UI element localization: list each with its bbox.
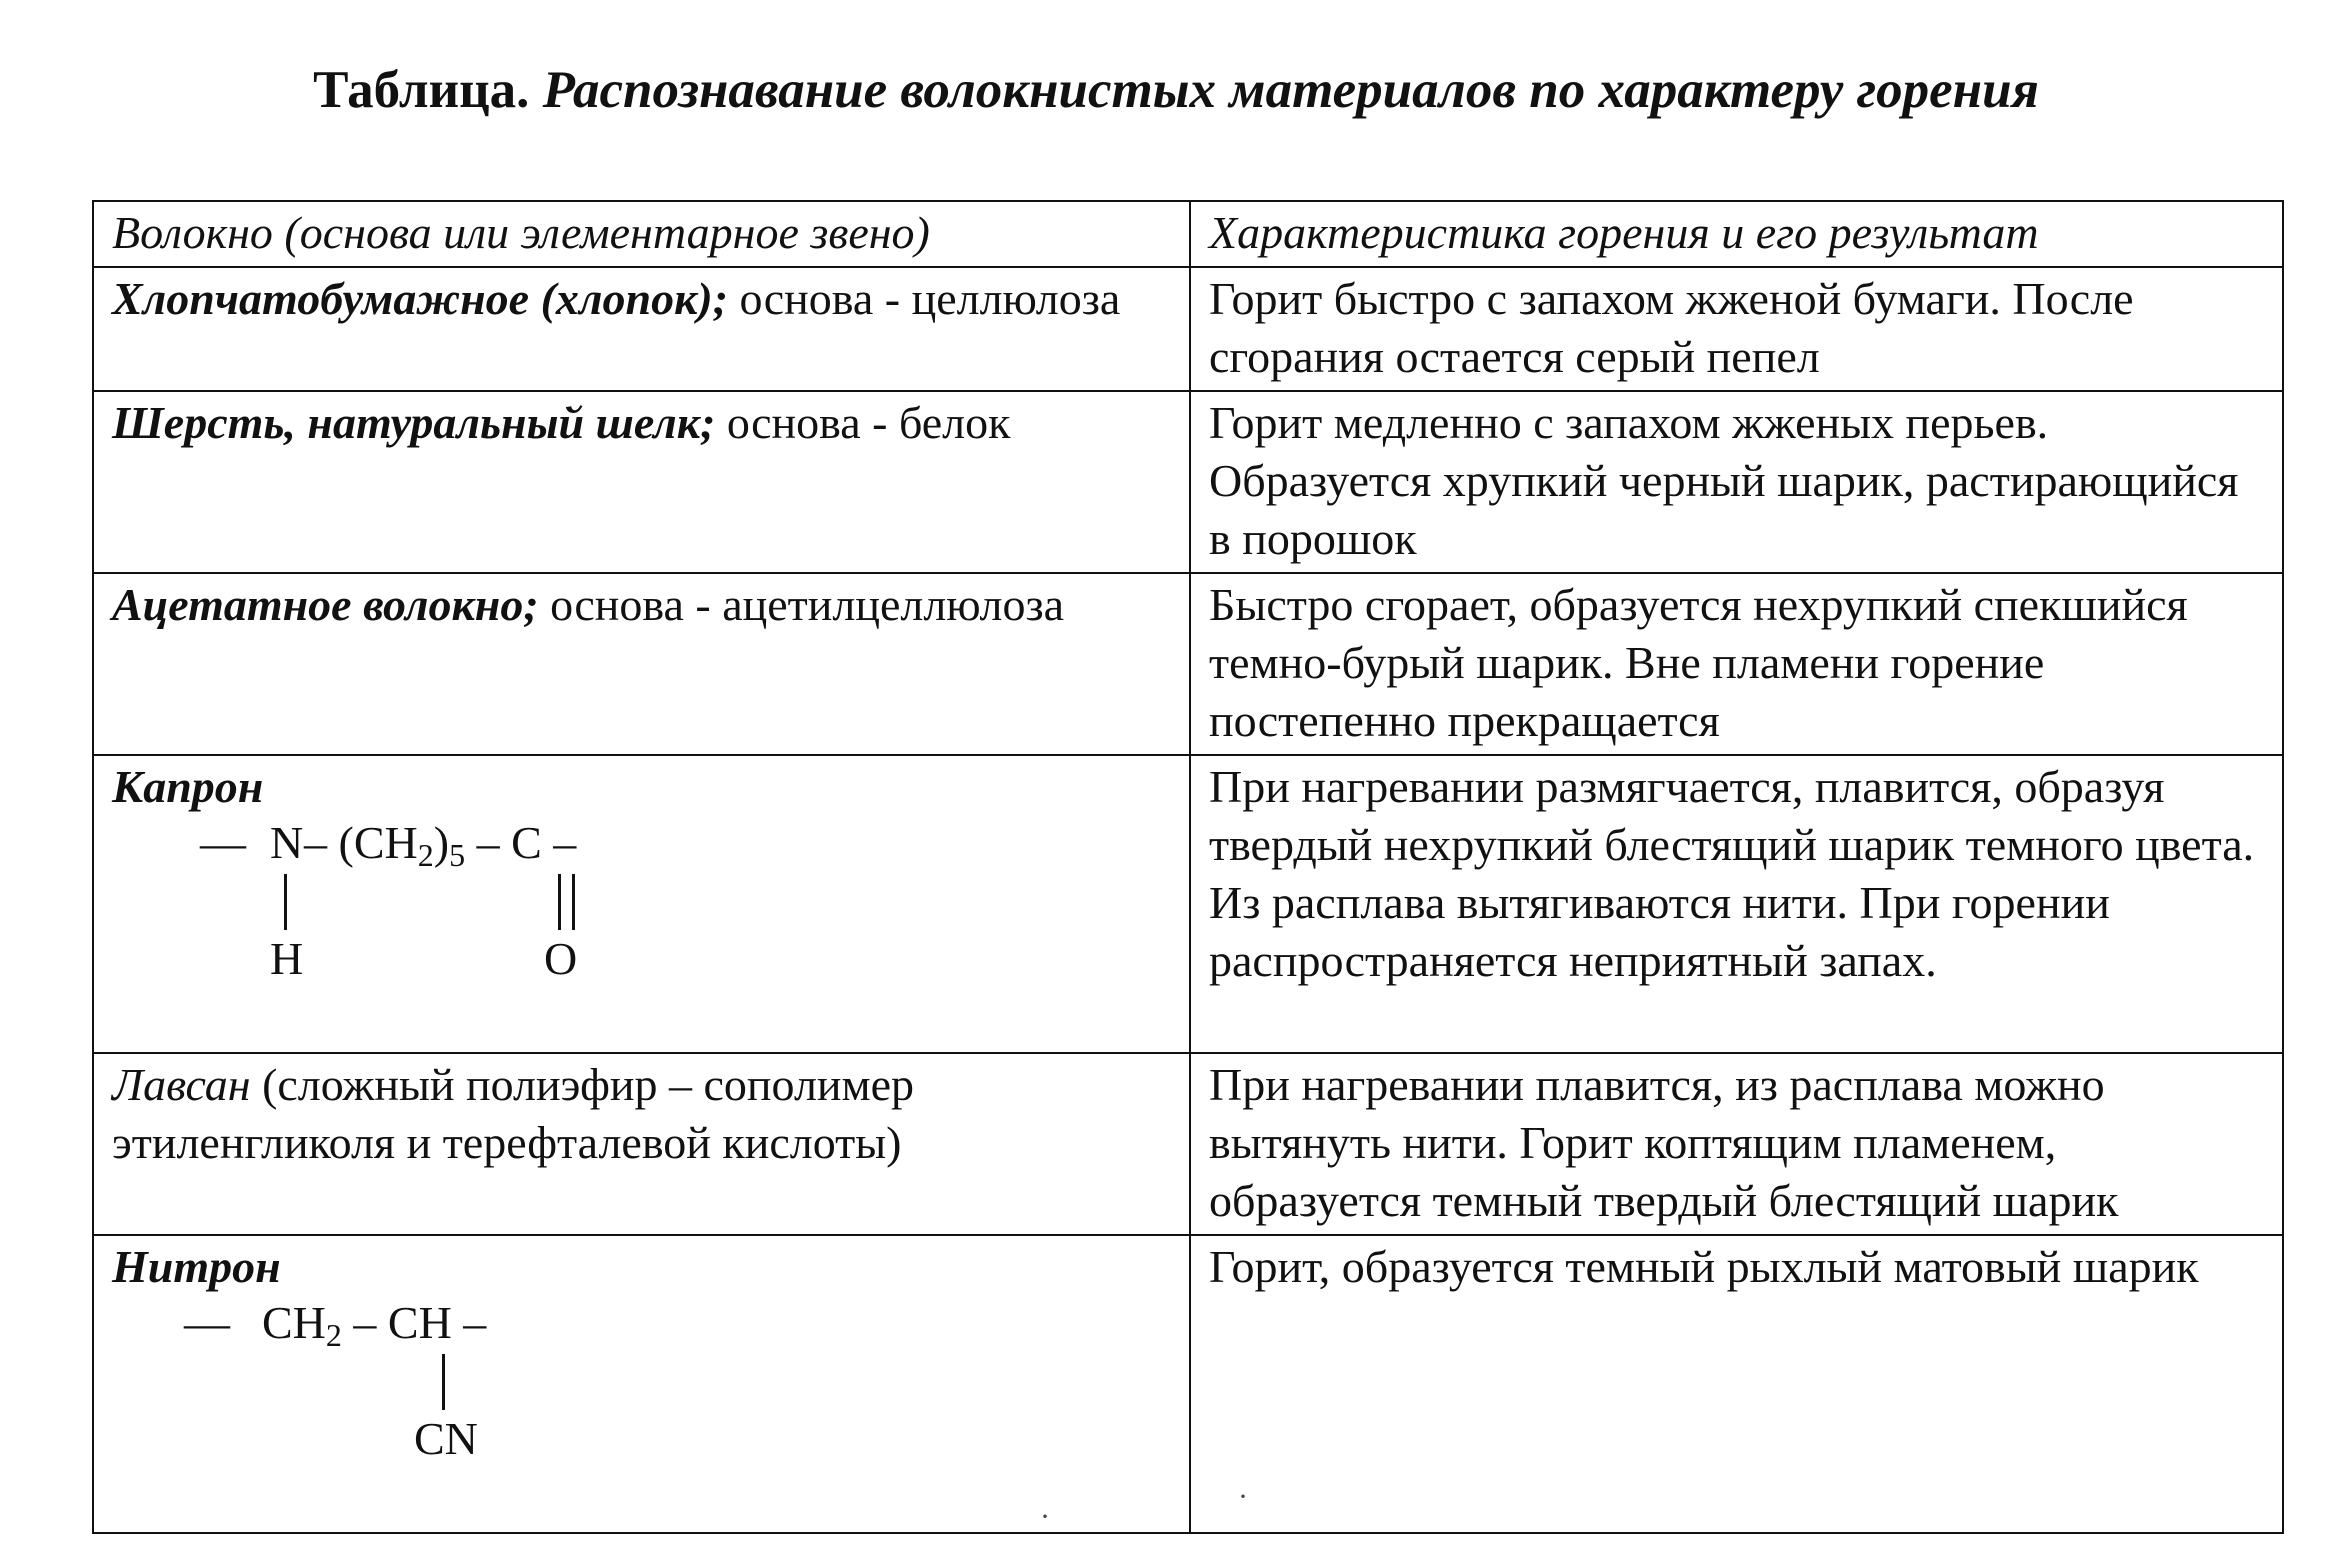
formula-atom-o: O [544,933,578,984]
fiber-name: Шерсть, натуральный шелк; [112,397,716,448]
table-header-row [93,201,2283,267]
formula-single-bond [442,1354,445,1410]
page-title [0,60,2352,120]
header-burning: Характеристика горения и его результат [1190,201,2283,267]
fiber-desc: (сложный полиэфир – сополимер этиленгликоля и терефталевой кислоты) [112,1059,915,1168]
formula-group-cn: CN [414,1413,478,1464]
fiber-desc: основа - ацетилцеллюлоза [538,579,1065,630]
scan-speck: · [1040,1500,1050,1533]
table-row [93,1053,2283,1235]
fiber-cell [93,1235,1190,1533]
fiber-burning-table [92,200,2284,1534]
fiber-desc: основа - белок [715,397,1011,448]
table-row [93,391,2283,573]
table-row [93,755,2283,1053]
burning-cell: При нагревании размягчается, плавится, образуя твердый нехрупкий блестящий шарик темного цвета. Из расплава вытягиваются нити. При горении распространяется неприятный запах. [1190,755,2283,1053]
title-main: Распознавание волокнистых материалов по характеру горения [542,61,2039,119]
formula-bond-lead: — [184,1297,230,1348]
nitron-formula [112,1296,1173,1528]
fiber-cell [93,1053,1190,1235]
burning-cell: Горит медленно с запахом жженых перьев. Образуется хрупкий черный шарик, растирающийся в порошок [1190,391,2283,573]
header-fiber: Волокно (основа или элементарное звено) [93,201,1190,267]
fiber-desc: основа - целлюлоза [728,273,1121,324]
table-row [93,267,2283,391]
burning-cell: Горит, образуется темный рыхлый матовый шарик [1190,1235,2283,1533]
formula-single-bond [284,874,287,930]
table-row [93,1235,2283,1533]
fiber-name: Лавсан [112,1059,251,1110]
fiber-cell [93,755,1190,1053]
burning-cell: Горит быстро с запахом жженой бумаги. После сгорания остается серый пепел [1190,267,2283,391]
formula-bond-lead: — [200,817,246,868]
burning-cell: Быстро сгорает, образуется нехрупкий спекшийся темно-бурый шарик. Вне пламени горение постепенно прекращается [1190,573,2283,755]
scan-speck: · [1238,1480,1248,1513]
kapron-formula [112,816,1173,1048]
fiber-name: Капрон [112,761,264,812]
fiber-name: Нитрон [112,1241,281,1292]
formula-atom-n: N [270,817,304,868]
title-prefix: Таблица. [313,61,530,119]
table-row [93,573,2283,755]
formula-atom-h: H [270,933,304,984]
formula-chain: $CH_2$ – CH – [262,1297,487,1353]
formula-chain: – $(CH_2)_5$ – C – [304,817,577,873]
fiber-name: Хлопчатобумажное (хлопок); [112,273,729,324]
fiber-cell [93,391,1190,573]
fiber-name: Ацетатное волокно; [112,579,539,630]
fiber-cell [93,267,1190,391]
burning-cell: При нагревании плавится, из расплава можно вытянуть нити. Горит коптящим пламенем, образуется темный твердый блестящий шарик [1190,1053,2283,1235]
formula-double-bond [558,874,575,930]
fiber-cell [93,573,1190,755]
